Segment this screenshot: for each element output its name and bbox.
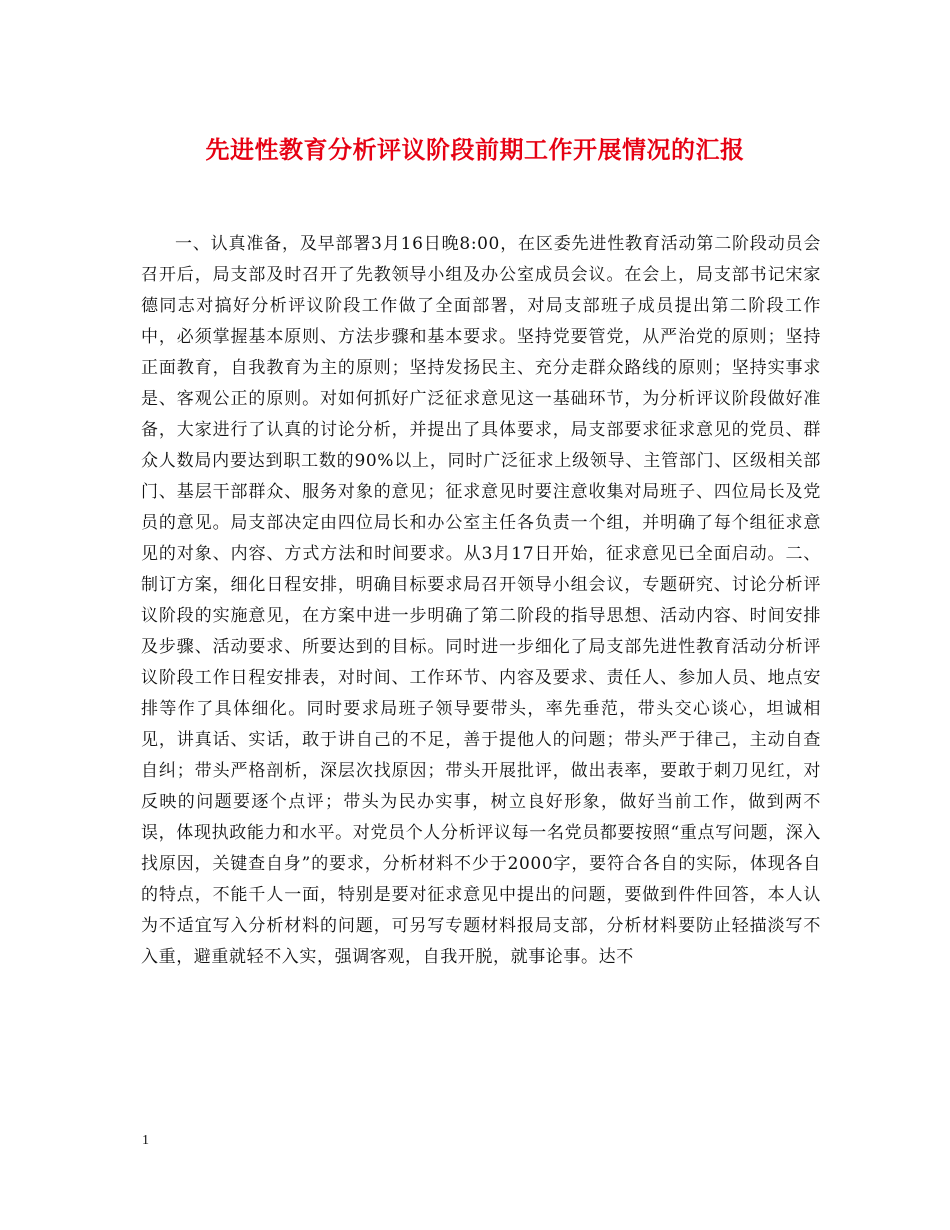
document-body-paragraph: 一、认真准备，及早部署3月16日晚8:00，在区委先进性教育活动第二阶段动员会召开后，局支部及时召开了先教领导小组及办公室成员会议。在会上，局支部书记宋家德同志对搞好分析评议阶段工作做了全面部署，对局支部班子成员提出第二阶段工作中，必须掌握基本原则、方法步骤和基本要求。坚持党要管党，从严治党的原则；坚持正面教育，自我教育为主的原则；坚持发扬民主、充分走群众路线的原则；坚持实事求是、客观公正的原则。对如何抓好广泛征求意见这一基础环节，为分析评议阶段做好准备，大家进行了认真的讨论分析，并提出了具体要求，局支部要求征求意见的党员、群众人数局内要达到职工数的90%以上，同时广泛征求上级领导、主管部门、区级相关部门、基层干部群众、服务对象的意见；征求意见时要注意收集对局班子、四位局长及党员的意见。局支部决定由四位局长和办公室主任各负责一个组，并明确了每个组征求意见的对象、内容、方式方法和时间要求。从3月17日开始，征求意见已全面启动。二、制订方案，细化日程安排，明确目标要求局召开领导小组会议，专题研究、讨论分析评议阶段的实施意见，在方案中进一步明确了第二阶段的指导思想、活动内容、时间安排及步骤、活动要求、所要达到的目标。同时进一步细化了局支部先进性教育活动分析评议阶段工作日程安排表，对时间、工作环节、内容及要求、责任人、参加人员、地点安排等作了具体细化。同时要求局班子领导要带头，率先垂范，带头交心谈心，坦诚相见，讲真话、实话，敢于讲自己的不足，善于提他人的问题；带头严于律己，主动自查自纠；带头严格剖析，深层次找原因；带头开展批评，做出表率，要敢于刺刀见红，对反映的问题要逐个点评；带头为民办实事，树立良好形象，做好当前工作，做到两不误，体现执政能力和水平。对党员个人分析评议每一名党员都要按照“重点写问题，深入找原因，关键查自身”的要求，分析材料不少于2000字，要符合各自的实际，体现各自的特点，不能千人一面，特别是要对征求意见中提出的问题，要做到件件回答，本人认为不适宜写入分析材料的问题，可另写专题材料报局支部，分析材料要防止轻描淡写不入重，避重就轻不入实，强调客观，自我开脱，就事论事。达不 [141, 234, 821, 967]
page-number: 1 [142, 1133, 149, 1148]
document-title: 先进性教育分析评议阶段前期工作开展情况的汇报 [205, 135, 745, 164]
